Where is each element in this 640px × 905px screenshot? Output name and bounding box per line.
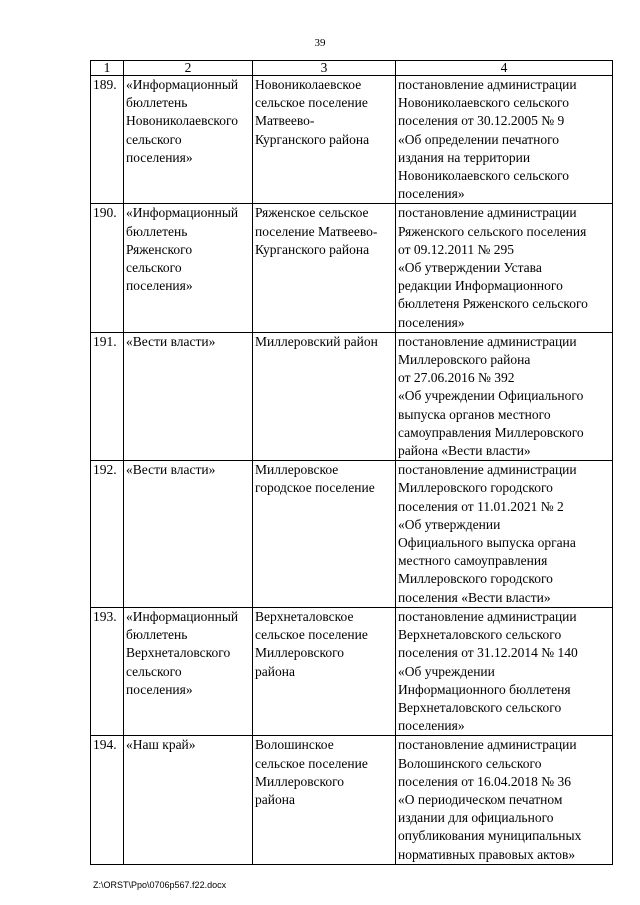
document-path-footer: Z:\ORST\Ppo\0706p567.f22.docx	[93, 880, 227, 890]
legal-act: постановление администрации Ряженского сельского поселения от 09.12.2011 № 295 «Об утверждении Устава редакции Информационного бюллетеня Ряженского сельского поселения»	[396, 204, 613, 332]
legal-act: постановление администрации Новониколаевского сельского поселения от 30.12.2005 № 9 «Об определении печатного издания на территории Новониколаевского сельского поселения»	[396, 76, 613, 204]
territory: Миллеровский район	[253, 332, 396, 460]
row-number: 189.	[91, 76, 124, 204]
legal-act: постановление администрации Миллеровского района от 27.06.2016 № 392 «Об учреждении Официального выпуска органов местного самоуправления Миллеровского района «Вести власти»	[396, 332, 613, 460]
row-number: 190.	[91, 204, 124, 332]
row-number: 193.	[91, 607, 124, 735]
header-col-4: 4	[396, 61, 613, 76]
row-number: 192.	[91, 461, 124, 608]
header-row	[91, 61, 613, 76]
legal-act: постановление администрации Верхнеталовского сельского поселения от 31.12.2014 № 140 «Об учреждении Информационного бюллетеня Верхнеталовского сельского поселения»	[396, 607, 613, 735]
header-col-2: 2	[124, 61, 253, 76]
table-row	[91, 204, 613, 332]
registry-table	[90, 60, 613, 865]
territory: Верхнеталовское сельское поселение Миллеровского района	[253, 607, 396, 735]
table-row	[91, 607, 613, 735]
publication-title: «Вести власти»	[124, 332, 253, 460]
territory: Миллеровское городское поселение	[253, 461, 396, 608]
publication-title: «Информационный бюллетень Ряженского сельского поселения»	[124, 204, 253, 332]
table-row	[91, 76, 613, 204]
table-row	[91, 332, 613, 460]
page-number: 39	[314, 37, 326, 49]
row-number: 194.	[91, 736, 124, 864]
table-header	[91, 61, 613, 76]
table-row	[91, 461, 613, 608]
territory: Новониколаевское сельское поселение Матвеево- Курганского района	[253, 76, 396, 204]
header-col-1: 1	[91, 61, 124, 76]
header-col-3: 3	[253, 61, 396, 76]
publication-title: «Информационный бюллетень Верхнеталовского сельского поселения»	[124, 607, 253, 735]
publication-title: «Вести власти»	[124, 461, 253, 608]
territory: Волошинское сельское поселение Миллеровского района	[253, 736, 396, 864]
table-body	[91, 76, 613, 865]
row-number: 191.	[91, 332, 124, 460]
publication-title: «Информационный бюллетень Новониколаевского сельского поселения»	[124, 76, 253, 204]
publication-title: «Наш край»	[124, 736, 253, 864]
table-row	[91, 736, 613, 864]
legal-act: постановление администрации Волошинского сельского поселения от 16.04.2018 № 36 «О периодическом печатном издании для официального опубликования муниципальных нормативных правовых актов»	[396, 736, 613, 864]
territory: Ряженское сельское поселение Матвеево- Курганского района	[253, 204, 396, 332]
legal-act: постановление администрации Миллеровского городского поселения от 11.01.2021 № 2 «Об утверждении Официального выпуска органа местного самоуправления Миллеровского городского поселения «Вести власти»	[396, 461, 613, 608]
